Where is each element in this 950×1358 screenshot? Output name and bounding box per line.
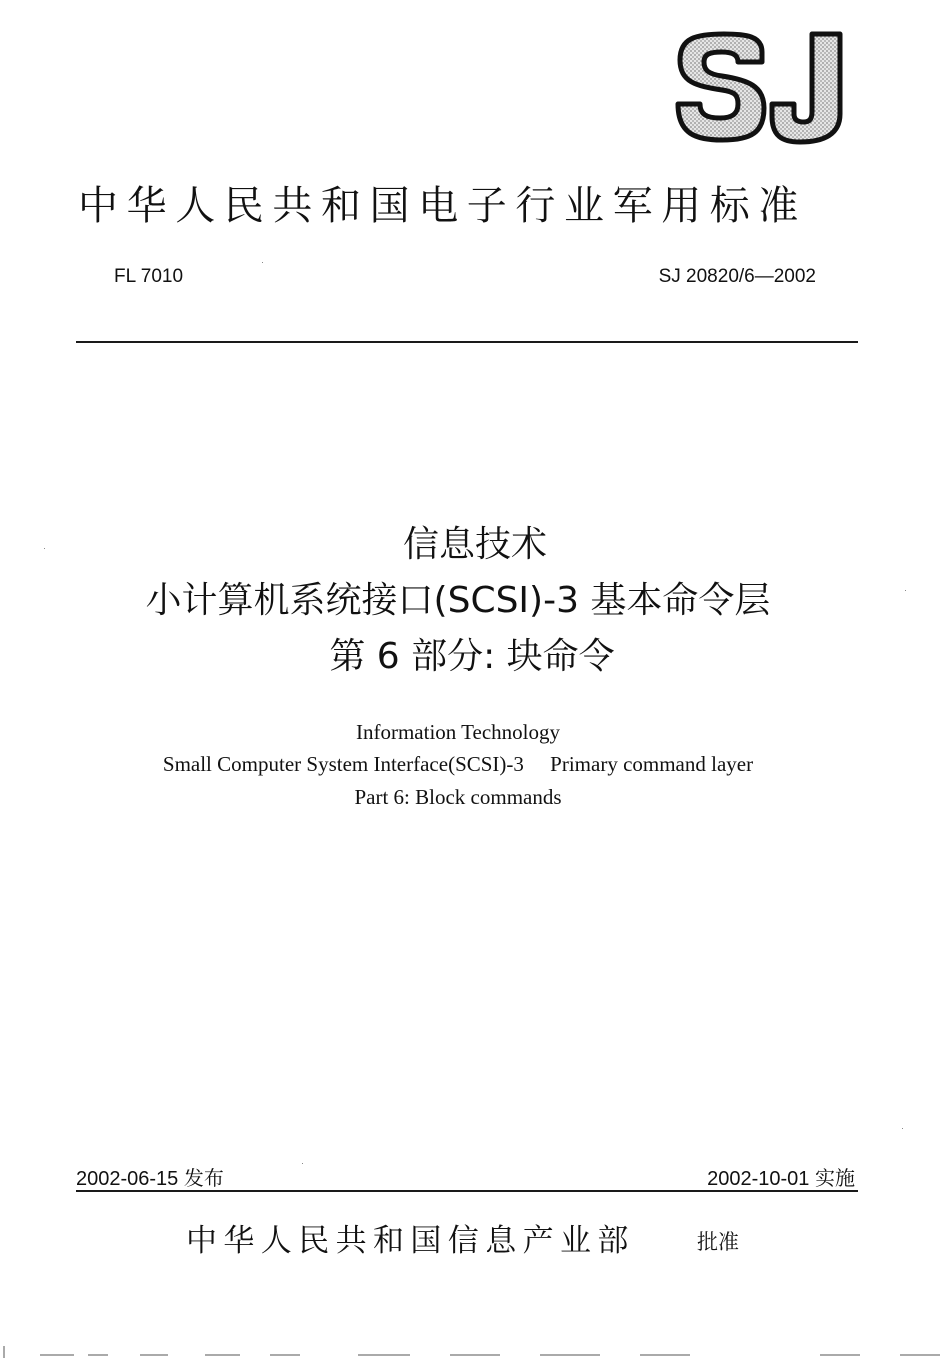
scan-speck <box>44 548 45 549</box>
bottom-divider <box>76 1190 858 1192</box>
issue-date: 2002-06-15 发布 <box>76 1168 224 1190</box>
implementation-date: 2002-10-01 实施 <box>707 1168 855 1190</box>
chinese-title-line-1: 信息技术 <box>402 524 547 565</box>
english-title-line-3: Part 6: Block commands <box>354 785 562 809</box>
scan-speck <box>262 262 263 263</box>
logo-text: SJ <box>674 30 675 31</box>
top-divider <box>76 341 858 343</box>
chinese-title-line-2: 小计算机系统接口(SCSI)-3 基本命令层 <box>145 580 771 621</box>
chinese-title-line-3: 第 6 部分: 块命令 <box>329 636 615 677</box>
scan-speck <box>302 1163 303 1164</box>
english-title-line-2: Small Computer System Interface(SCSI)-3 Primary command layer <box>162 752 754 776</box>
sj-logo <box>674 30 846 148</box>
classification-code: FL 7010 <box>114 266 184 287</box>
scan-edge-marks <box>0 1346 950 1358</box>
issuing-ministry: 中华人民共和国信息产业部 <box>186 1223 635 1259</box>
standard-category-title: 中华人民共和国电子行业军用标准 <box>78 183 807 229</box>
standard-number: SJ 20820/6—2002 <box>658 266 816 287</box>
english-title-line-1: Information Technology <box>355 720 560 744</box>
scan-speck <box>905 590 906 591</box>
approval-label: 批准 <box>697 1230 739 1254</box>
scan-speck <box>902 1128 903 1129</box>
